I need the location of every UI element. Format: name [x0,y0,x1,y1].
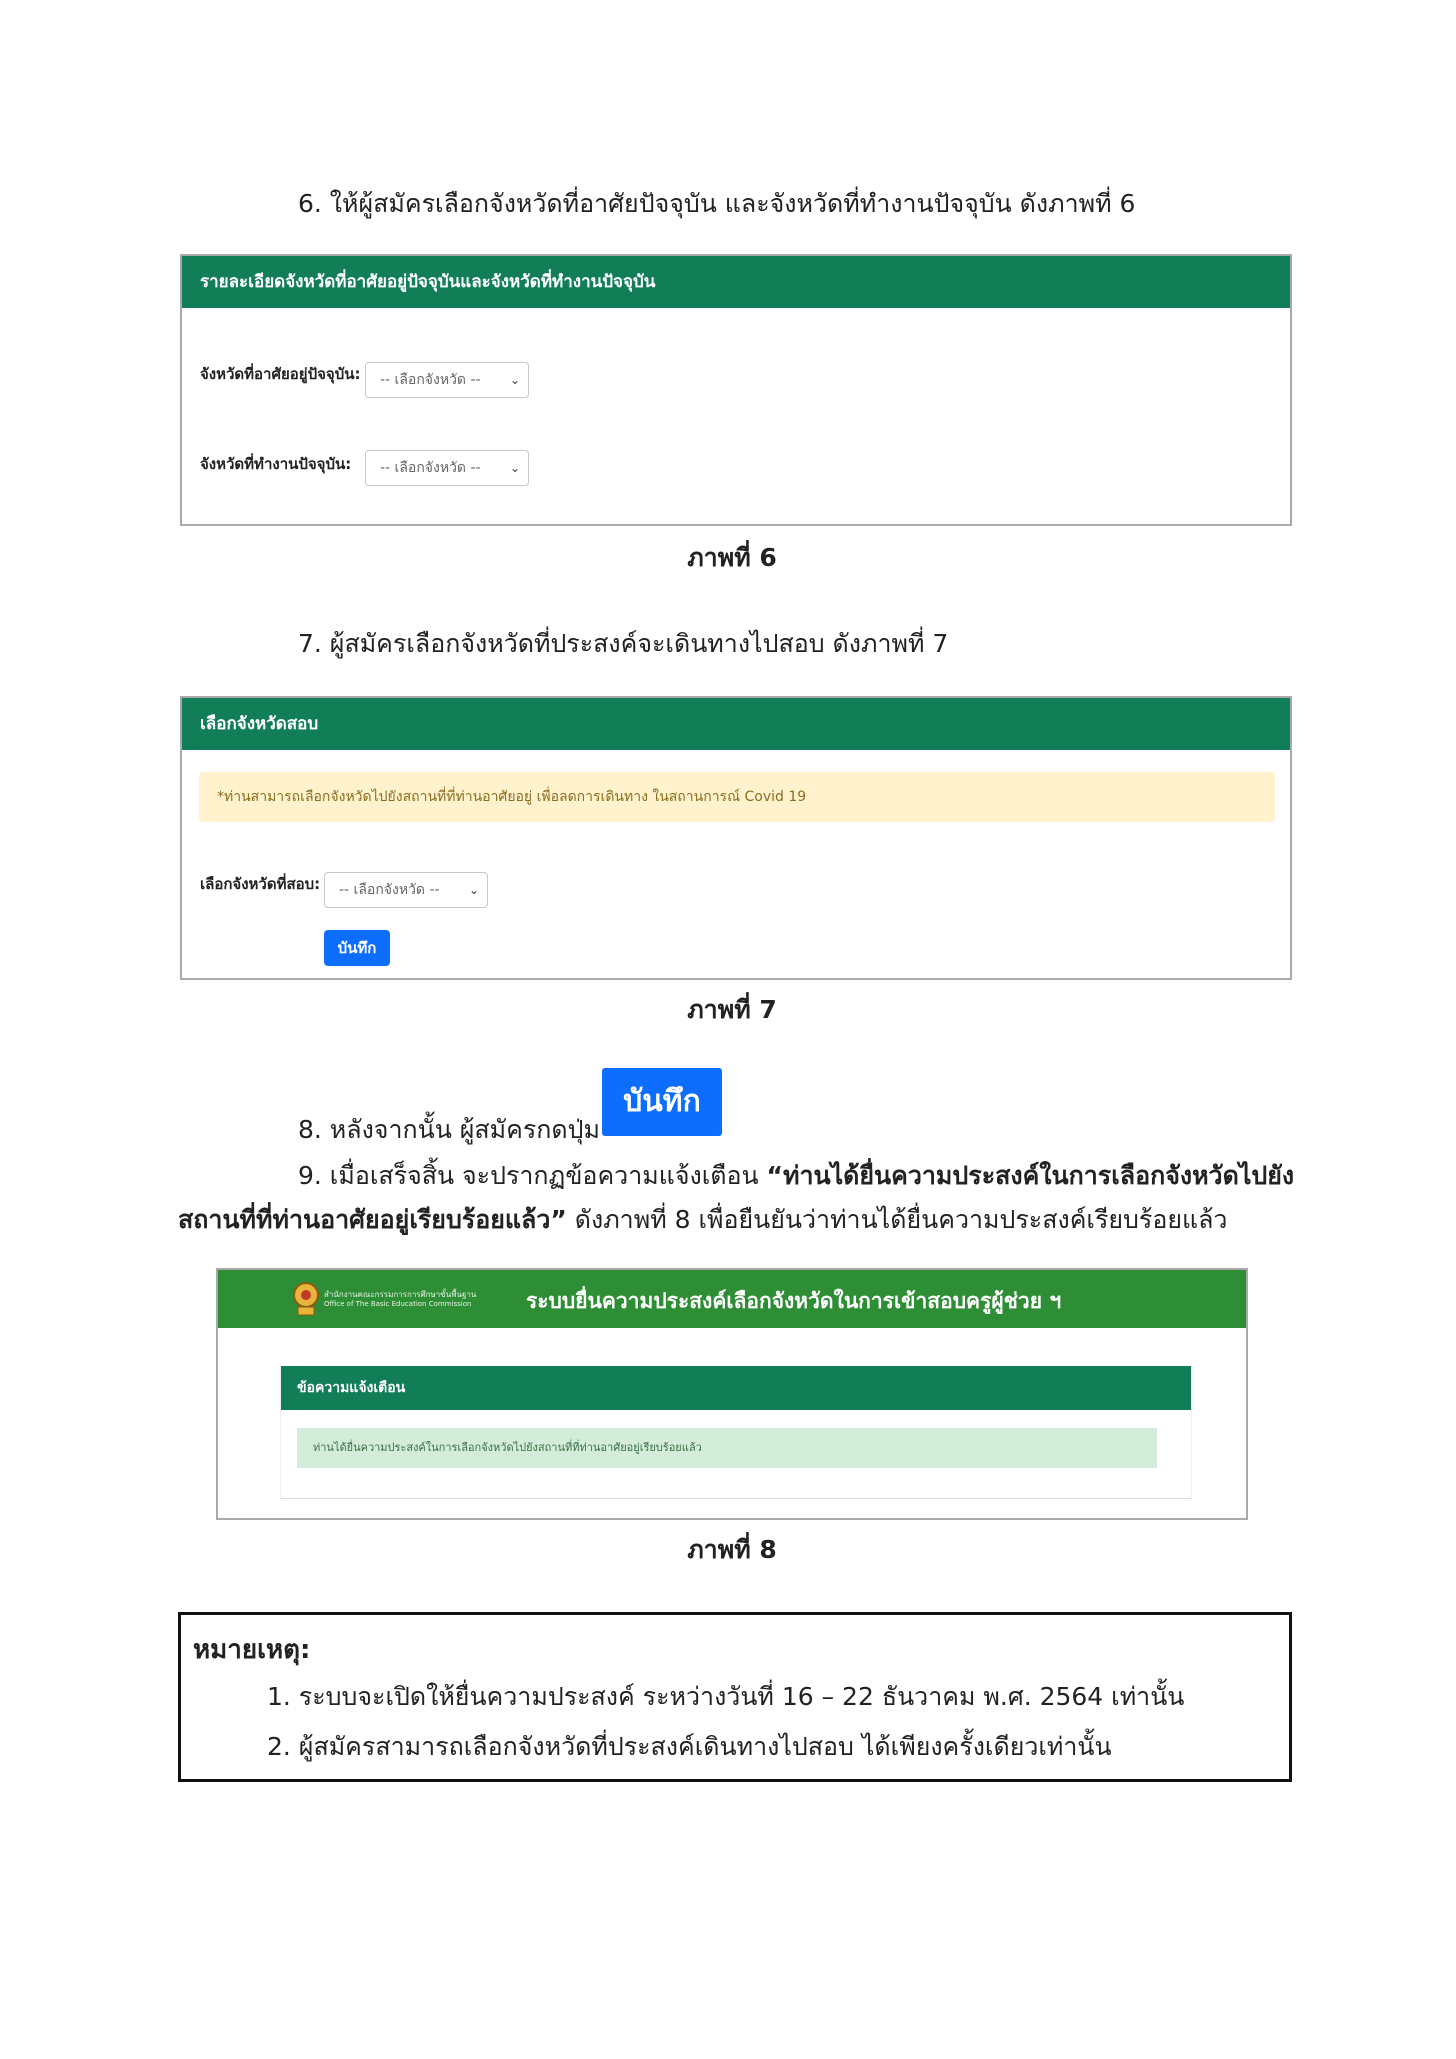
chevron-down-icon: ⌄ [509,373,520,387]
org-name-th: สำนักงานคณะกรรมการการศึกษาขั้นพื้นฐาน [324,1290,477,1299]
figure-6-panel-title: รายละเอียดจังหวัดที่อาศัยอยู่ปัจจุบันและจังหวัดที่ทำงานปัจจุบัน [182,256,1290,308]
residence-province-value: -- เลือกจังหวัด -- [380,372,481,388]
figure-8-screenshot [216,1268,1248,1520]
save-button[interactable]: บันทึก [324,930,390,966]
note-item: 2. ผู้สมัครสามารถเลือกจังหวัดที่ประสงค์เดินทางไปสอบ ได้เพียงครั้งเดียวเท่านั้น [267,1732,1112,1761]
note-box [178,1612,1292,1782]
step-6-text: 6. ให้ผู้สมัครเลือกจังหวัดที่อาศัยปัจจุบัน และจังหวัดที่ทำงานปัจจุบัน ดังภาพที่ 6 [298,189,1136,218]
residence-province-select[interactable] [365,362,529,398]
note-item: 1. ระบบจะเปิดให้ยื่นความประสงค์ ระหว่างวันที่ 16 – 22 ธันวาคม พ.ศ. 2564 เท่านั้น [267,1682,1185,1711]
figure-7-caption: ภาพที่ 7 [687,995,777,1024]
notification-card-title: ข้อความแจ้งเตือน [297,1380,406,1396]
work-province-label: จังหวัดที่ทำงานปัจจุบัน: [200,455,352,473]
residence-province-label: จังหวัดที่อาศัยอยู่ปัจจุบัน: [200,365,361,383]
step-9-suffix: ดังภาพที่ 8 เพื่อยืนยันว่าท่านได้ยื่นความประสงค์เรียบร้อยแล้ว [566,1205,1228,1234]
step-9-quote-line-1: “ท่านได้ยื่นความประสงค์ในการเลือกจังหวัดไปยัง [766,1161,1295,1190]
system-title: ระบบยื่นความประสงค์เลือกจังหวัดในการเข้าสอบครูผู้ช่วย ฯ [526,1289,1062,1313]
work-province-value: -- เลือกจังหวัด -- [380,460,481,476]
note-title: หมายเหตุ: [193,1635,311,1665]
exam-province-select[interactable] [324,872,488,908]
step-9-line-1 [298,1156,1294,1196]
figure-7-panel [180,696,1292,980]
figure-8-caption: ภาพที่ 8 [687,1535,777,1564]
obec-logo-icon [292,1281,320,1317]
figure-7-panel-title: เลือกจังหวัดสอบ [182,698,1290,750]
step-9-line-2 [178,1200,1227,1240]
work-province-select[interactable] [365,450,529,486]
system-header [218,1270,1246,1328]
exam-province-label: เลือกจังหวัดที่สอบ: [200,875,321,893]
success-message-alert: ท่านได้ยื่นความประสงค์ในการเลือกจังหวัดไปยังสถานที่ที่ท่านอาศัยอยู่เรียบร้อยแล้ว [297,1428,1157,1468]
save-button-sample[interactable]: บันทึก [602,1068,722,1136]
step-8-text: 8. หลังจากนั้น ผู้สมัครกดปุ่ม [298,1115,601,1144]
covid-notice-alert: *ท่านสามารถเลือกจังหวัดไปยังสถานที่ที่ท่านอาศัยอยู่ เพื่อลดการเดินทาง ในสถานการณ์ Covid 19 [199,772,1275,822]
notification-card-header [281,1366,1191,1410]
exam-province-value: -- เลือกจังหวัด -- [339,882,440,898]
notification-card [280,1366,1192,1499]
figure-6-panel [180,254,1292,526]
figure-6-caption: ภาพที่ 6 [687,543,777,572]
step-9-prefix: 9. เมื่อเสร็จสิ้น จะปรากฏข้อความแจ้งเตือน [298,1161,767,1190]
step-7-text: 7. ผู้สมัครเลือกจังหวัดที่ประสงค์จะเดินทางไปสอบ ดังภาพที่ 7 [298,629,949,658]
chevron-down-icon: ⌄ [468,883,479,897]
org-name-en: Office of The Basic Education Commission [324,1300,472,1308]
step-9-quote-line-2: สถานที่ที่ท่านอาศัยอยู่เรียบร้อยแล้ว” [178,1205,567,1234]
chevron-down-icon: ⌄ [509,461,520,475]
